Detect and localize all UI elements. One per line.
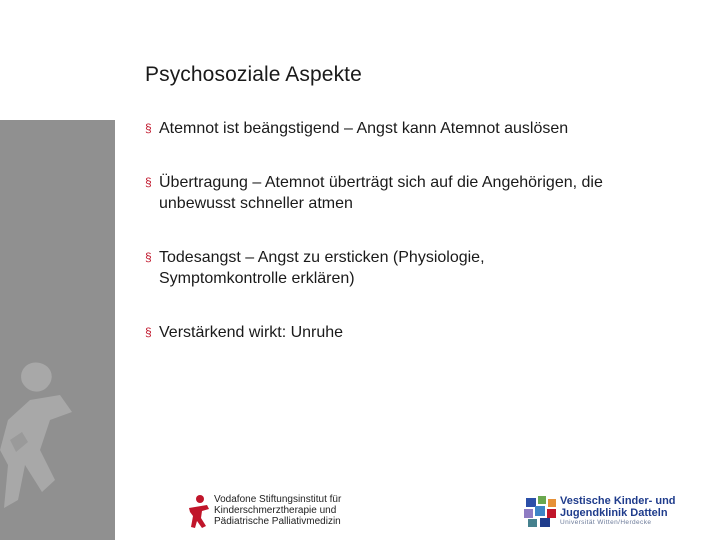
bullet-marker: §: [145, 325, 152, 339]
sidebar-panel: [0, 120, 115, 540]
figure-watermark-icon: [0, 120, 115, 540]
bullet-marker: §: [145, 250, 152, 264]
logo-line: Kinderschmerztherapie und: [214, 505, 337, 516]
clinic-logo: [522, 494, 702, 530]
vodafone-figure-icon: [187, 494, 211, 528]
logo-line: Vodafone Stiftungsinstitut für: [214, 494, 342, 505]
clinic-name-line: Jugendklinik Datteln: [560, 507, 668, 519]
bullet-text: Todesangst – Angst zu ersticken (Physiologie,: [159, 249, 485, 266]
clinic-name-line: Vestische Kinder- und: [560, 495, 676, 507]
vodafone-institute-logo: [187, 494, 357, 528]
bullet-text: Atemnot ist beängstigend – Angst kann Atemnot auslösen: [159, 120, 569, 137]
clinic-university-line: Universität Witten/Herdecke: [560, 519, 652, 526]
bullet-text: Verstärkend wirkt: Unruhe: [159, 324, 344, 341]
bullet-text: Übertragung – Atemnot überträgt sich auf die Angehörigen, die: [159, 174, 603, 191]
bullet-item: [145, 172, 603, 214]
bullet-text-continued: Symptomkontrolle erklären): [159, 270, 355, 287]
clinic-building-icon: [522, 494, 558, 528]
bullet-item: [145, 118, 568, 139]
logo-line: Pädiatrische Palliativmedizin: [214, 516, 341, 527]
bullet-marker: §: [145, 121, 152, 135]
bullet-text-continued: unbewusst schneller atmen: [159, 195, 353, 212]
bullet-marker: §: [145, 175, 152, 189]
slide-title: Psychosoziale Aspekte: [145, 63, 362, 86]
bullet-item: [145, 322, 343, 343]
bullet-item: [145, 247, 485, 289]
